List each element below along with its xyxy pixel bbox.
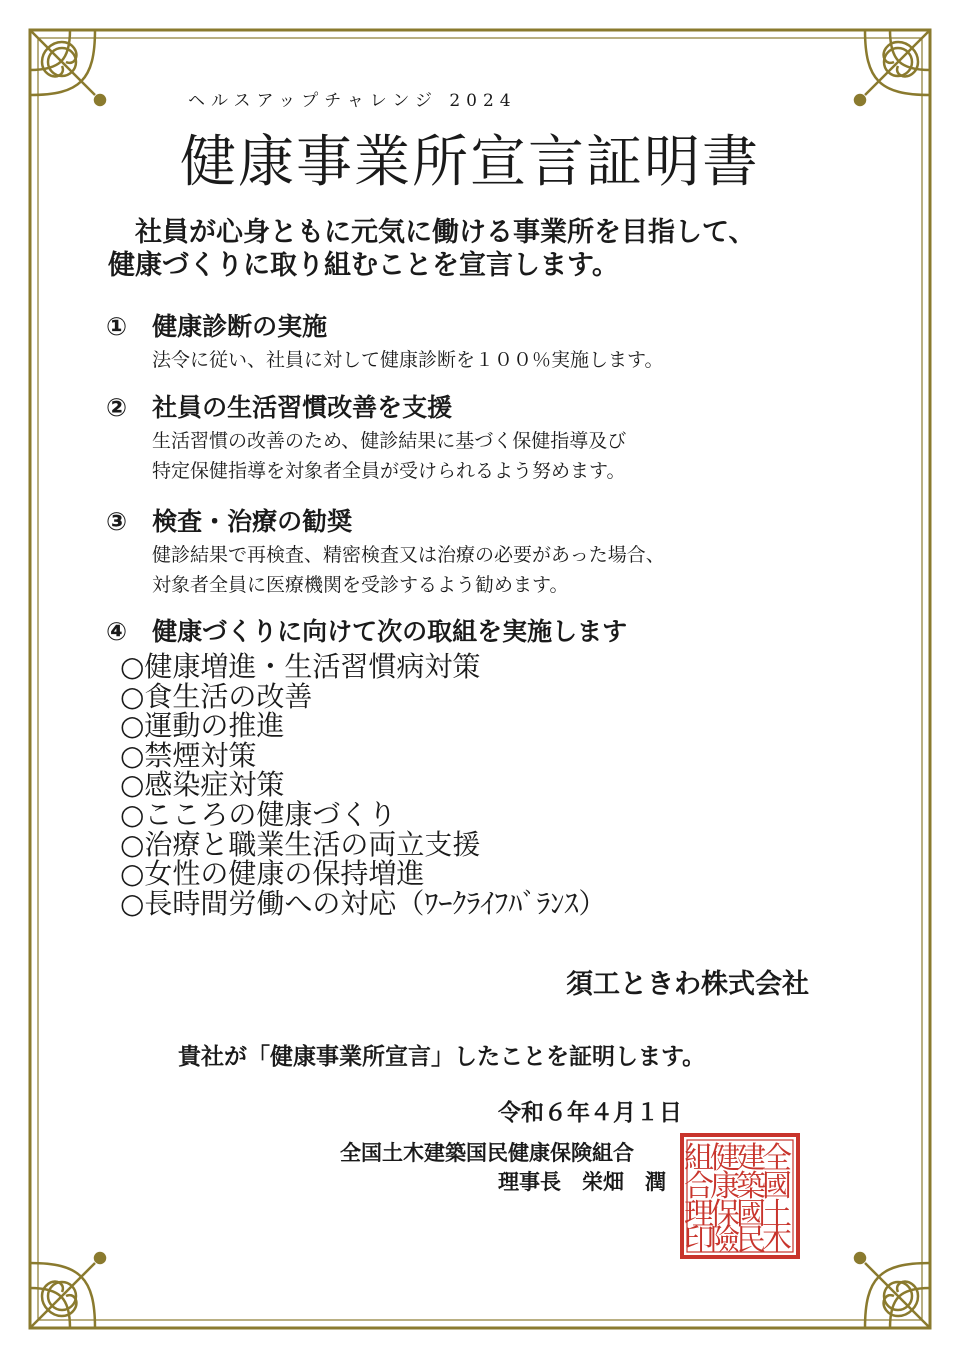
svg-text:合: 合 [684, 1169, 714, 1204]
corner-ornament-top-left [30, 30, 105, 105]
list-item: ○女性の健康の保持増進 [120, 857, 425, 891]
section-line: 特定保健指導を対象者全員が受けられるよう努めます。 [152, 460, 626, 482]
subtitle: ヘルスアップチャレンジ 2024 [188, 91, 517, 111]
svg-text:國: 國 [736, 1197, 766, 1232]
section-line: 健診結果で再検査、精密検査又は治療の必要があった場合、 [152, 544, 665, 566]
svg-text:印: 印 [684, 1223, 714, 1258]
section-body [152, 426, 626, 486]
section-body [152, 540, 665, 600]
list-item: ○食生活の改善 [120, 679, 313, 713]
svg-text:組: 組 [684, 1141, 714, 1176]
company-name: 須工ときわ株式会社 [566, 969, 809, 1000]
svg-text:建: 建 [736, 1141, 766, 1176]
official-seal [679, 1132, 801, 1260]
svg-text:險: 險 [710, 1223, 740, 1258]
list-item: ○こころの健康づくり [120, 797, 397, 831]
certification-statement: 貴社が「健康事業所宣言」したことを証明します。 [178, 1044, 706, 1070]
intro-line: 社員が心身ともに元気に働ける事業所を目指して、 [108, 217, 756, 248]
list-item: ○治療と職業生活の両立支援 [120, 827, 481, 861]
corner-ornament-bottom-right [855, 1253, 930, 1328]
section-title: ① 健康診断の実施 [106, 312, 328, 341]
section-health-checkup [106, 307, 663, 375]
svg-text:康: 康 [710, 1169, 740, 1204]
activity-list [120, 652, 606, 918]
svg-text:全: 全 [762, 1141, 792, 1176]
svg-text:民: 民 [736, 1223, 766, 1258]
issuer-organization: 全国土木建築国民健康保険組合 [340, 1141, 634, 1165]
section-title: ④ 健康づくりに向けて次の取組を実施します [106, 617, 628, 646]
svg-text:保: 保 [710, 1197, 740, 1232]
section-lifestyle-support [106, 388, 626, 486]
corner-ornament-bottom-left [30, 1253, 105, 1328]
section-body [152, 345, 663, 375]
intro-statement [108, 216, 755, 282]
list-item: ○長時間労働への対応（ﾜｰｸﾗｲﾌﾊﾞﾗﾝｽ） [120, 886, 607, 920]
svg-text:理: 理 [684, 1197, 714, 1232]
corner-ornament-top-right [855, 30, 930, 105]
section-title: ② 社員の生活習慣改善を支援 [106, 393, 453, 422]
svg-text:木: 木 [762, 1223, 792, 1258]
section-title: ③ 検査・治療の勧奨 [106, 507, 353, 536]
svg-text:築: 築 [736, 1169, 766, 1204]
issue-date: 令和６年４月１日 [498, 1100, 682, 1126]
svg-text:土: 土 [762, 1197, 792, 1232]
section-initiatives [106, 612, 627, 648]
list-item: ○感染症対策 [120, 768, 285, 802]
list-item: ○禁煙対策 [120, 738, 257, 772]
svg-text:健: 健 [710, 1141, 740, 1176]
section-exam-recommendation [106, 502, 665, 600]
section-line: 生活習慣の改善のため、健診結果に基づく保健指導及び [152, 430, 627, 452]
section-line: 法令に従い、社員に対して健康診断を１００％実施します。 [152, 349, 664, 371]
list-item: ○運動の推進 [120, 709, 285, 743]
issuer-chairman: 理事長 栄畑 潤 [498, 1170, 666, 1194]
svg-text:國: 國 [762, 1169, 792, 1204]
section-line: 対象者全員に医療機関を受診するよう勧めます。 [152, 574, 569, 596]
intro-line: 健康づくりに取り組むことを宣言します。 [108, 250, 619, 281]
page-title: 健康事業所宣言証明書 [180, 130, 760, 195]
list-item: ○健康増進・生活習慣病対策 [120, 650, 481, 683]
